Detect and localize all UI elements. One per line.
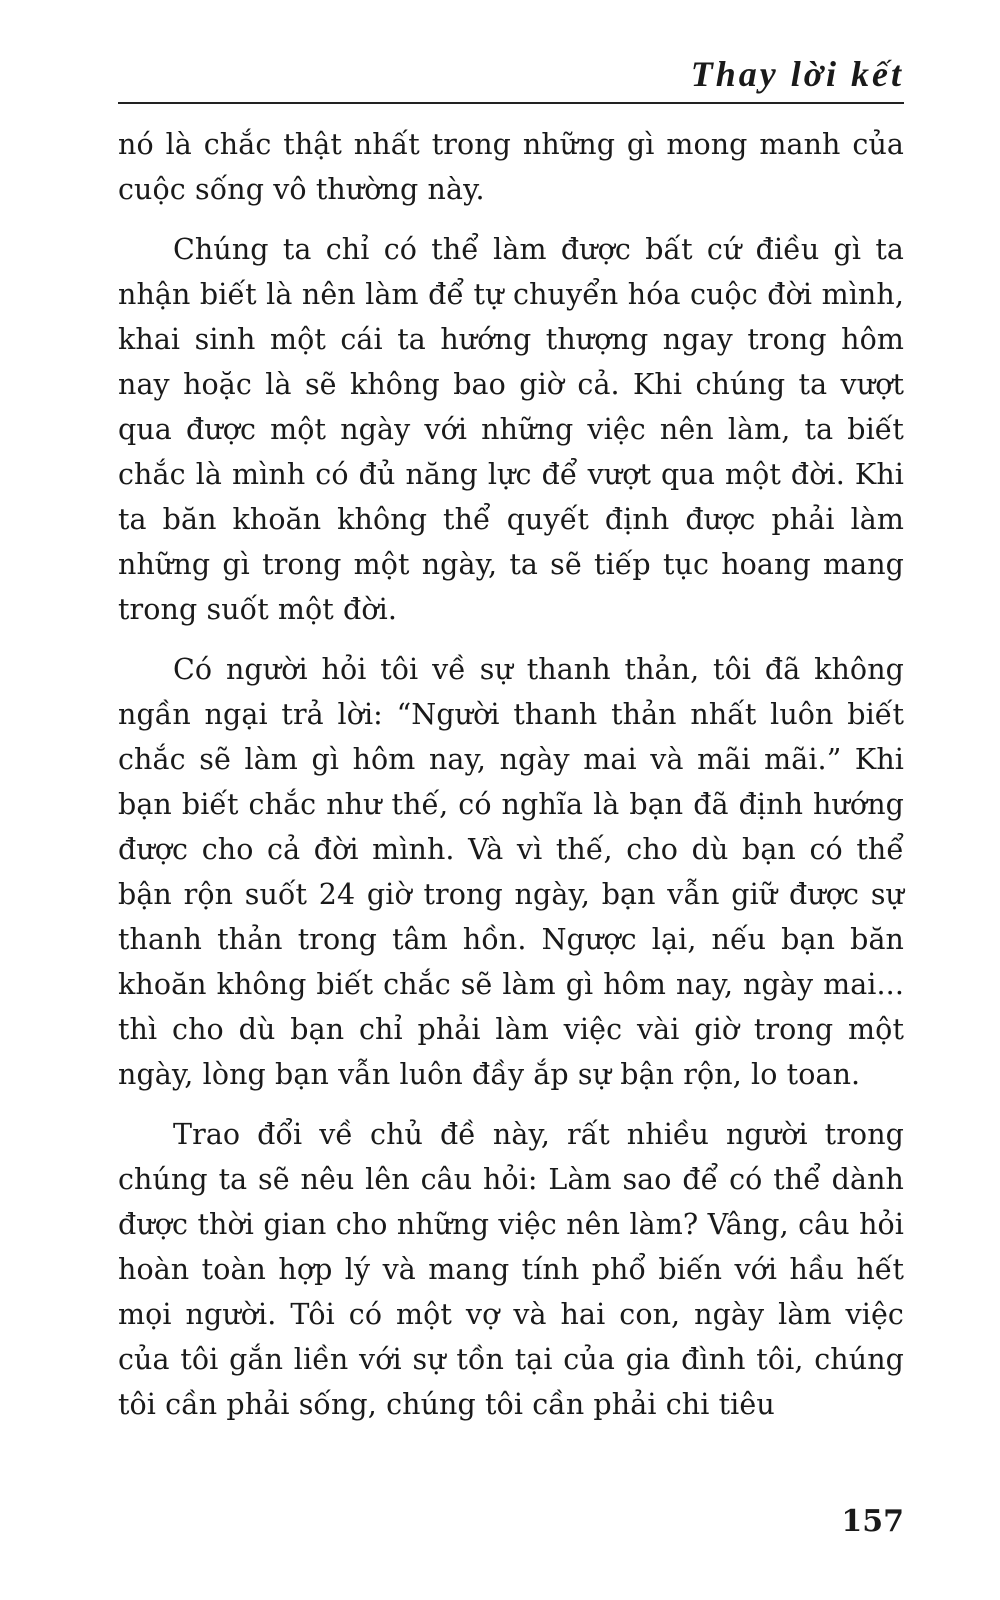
- page-number: 157: [841, 1504, 904, 1539]
- running-header: [118, 50, 904, 104]
- paragraph: Chúng ta chỉ có thể làm được bất cứ điều gì ta nhận biết là nên làm để tự chuyển hóa cuộc đời mình, khai sinh một cái ta hướng thượng ngay trong hôm nay hoặc là sẽ không bao giờ cả. Khi chúng ta vượt qua được một ngày với những việc nên làm, ta biết chắc là mình có đủ năng lực để vượt qua một đời. Khi ta băn khoăn không thể quyết định được phải làm những gì trong một ngày, ta sẽ tiếp tục hoang mang trong suốt một đời.: [118, 233, 904, 626]
- paragraph: Có người hỏi tôi về sự thanh thản, tôi đã không ngần ngại trả lời: “Người thanh thản nhất luôn biết chắc sẽ làm gì hôm nay, ngày mai và mãi mãi.” Khi bạn biết chắc như thế, có nghĩa là bạn đã định hướng được cho cả đời mình. Và vì thế, cho dù bạn có thể bận rộn suốt 24 giờ trong ngày, bạn vẫn giữ được sự thanh thản trong tâm hồn. Ngược lại, nếu bạn băn khoăn không biết chắc sẽ làm gì hôm nay, ngày mai... thì cho dù bạn chỉ phải làm việc vài giờ trong một ngày, lòng bạn vẫn luôn đầy ắp sự bận rộn, lo toan.: [118, 653, 904, 1091]
- chapter-title: Thay lời kết: [690, 54, 904, 94]
- paragraph-continued: nó là chắc thật nhất trong những gì mong manh của cuộc sống vô thường này.: [118, 128, 904, 206]
- paragraph: Trao đổi về chủ đề này, rất nhiều người trong chúng ta sẽ nêu lên câu hỏi: Làm sao để có thể dành được thời gian cho những việc nên làm? Vâng, câu hỏi hoàn toàn hợp lý và mang tính phổ biến với hầu hết mọi người. Tôi có một vợ và hai con, ngày làm việc của tôi gắn liền với sự tồn tại của gia đình tôi, chúng tôi cần phải sống, chúng tôi cần phải chi tiêu: [118, 1118, 904, 1421]
- body-text: [118, 122, 904, 1442]
